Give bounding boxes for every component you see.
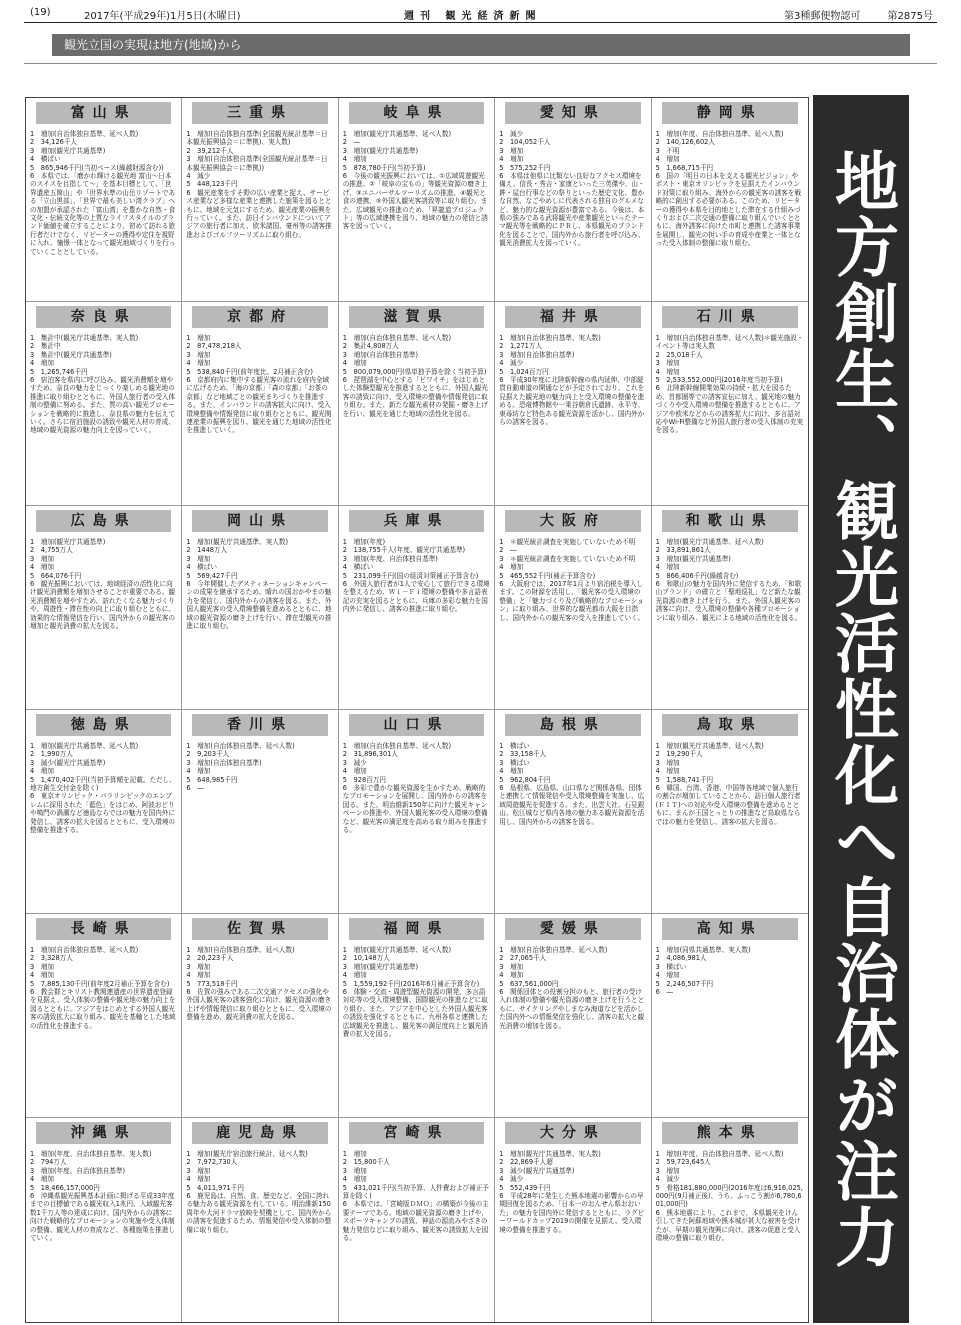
prefecture-answers: 1 増加(自治体独自基準、延べ人数) 2 34,126千人 3 増加(観光庁共通基準) 4 横ばい 5 865,946千円(当初ベース(繰越財源含む)) 6 本県では、「磨かれ輝ける観光地 富山～日本のスイスを目指して～」を基本目標として、「世界遺産五箇山」や「世界水準の山岳リゾートである「立山黒部」、「世界で最も美しい湾クラブ」への加盟が承認された「富山湾」を豊かな自然・食文化・伝統文化等の上質なライフスタイルのブランド価値を確立することにより、初めて訪れる旅行者だけでなく、リピーターの獲得や定住を視野に入れ、憧憬一体となって観光地域づくりを行っていくこととしている。 (30, 130, 176, 256)
prefecture-name: 広島県 (36, 510, 171, 532)
prefecture-name: 徳島県 (36, 714, 171, 736)
prefecture-article (26, 302, 182, 506)
prefecture-name: 山口県 (349, 714, 484, 736)
prefecture-article (26, 98, 182, 302)
prefecture-answers: 1 増加(自治体独自基準、延べ人数) 2 27,065千人 3 増加 4 増加 5 637,561,000円 6 関係団体との役割分担のもと、旅行者の受け入れ体制の整備や観光資源の磨き上げを行うとともに、サイクリングやしまなみ海道などを活かした国内外への情報発信を強化し、誘客の拡大と観光消費の増加を図る。 (499, 946, 645, 1030)
prefecture-name: 兵庫県 (349, 510, 484, 532)
prefecture-article (495, 302, 651, 506)
prefecture-article (182, 1118, 338, 1322)
prefecture-name: 三重県 (192, 102, 327, 124)
prefecture-article (26, 1118, 182, 1322)
prefecture-answers: 1 増加(自治体独自基準、実人数) 2 1,271万人 3 増加(自治体独自基準) 4 減少 5 1,024百万円 6 平成30年度に北陸新幹線の県内延伸、中部縦貫自動車道の開通などが予定されており、これを見据えた観光地の魅力向上と受入環境の整備を進める。恐竜博物館や一乗谷朝倉氏遺跡、永平寺、東尋坊など特色ある観光資源を活かし、国内外からの誘客を図る。 (499, 334, 645, 427)
prefecture-article (339, 302, 495, 506)
divider (24, 63, 937, 64)
prefecture-grid (25, 97, 809, 1323)
prefecture-article (495, 98, 651, 302)
prefecture-name: 滋賀県 (349, 306, 484, 328)
prefecture-article (339, 98, 495, 302)
prefecture-answers: 1 増加(年度) 2 138,755千人(年度、観光庁共通基準) 3 増加(年度、自治体独自基準) 4 横ばい 5 231,099千円(国の経済対策補正予算含む) 6 外国人旅行者が1人で安心して旅行できる環境を整えるため、Ｗｉ－Ｆｉ環境の整備や多言語表記の充実を図るとともに、兵庫の多彩な魅力を国内外に発信し、誘客の推進に取り組む。 (342, 538, 490, 614)
prefecture-name: 島根県 (505, 714, 640, 736)
prefecture-article (495, 710, 651, 914)
issue-date: 2017年(平成29年)1月5日(木曜日) (84, 11, 241, 22)
prefecture-answers: 1 集計中(観光庁共通基準、実人数) 2 集計中 3 集計中(観光庁共通基準) 4 増加 5 1,265,746千円 6 宿泊客を県内に呼び込み、観光消費額を増やすため、奈良の魅力をじっくり楽しめる観光地の推進に取り組むとともに、外国人旅行者の受入体制の整備に努める。また、質の高い観光プロモーションを戦略的に推進し、奈良県の魅力を伝えていく。さらに宿泊施設の誘致や観光人材の育成、地域の観光資源の魅力向上を図っていく。 (30, 334, 176, 435)
prefecture-answers: 1 増加(自治体独自基準、延べ人数)＊観光施設・イベント等は実人数 2 25,018千人 3 増加 4 増加 5 2,533,552,000円(2016年度当初予算) 6 北陸新幹線開業効果の持続・拡大を図るため、首都圏等での誘客宣伝に加え、観光地の魅力づくりや受入環境の整備を推進するとともに、アジアや欧米などからの誘客拡大に向け、多言語対応やWi-Fi整備など外国人旅行者の受入体制の充実を図る。 (655, 334, 804, 435)
prefecture-article (26, 710, 182, 914)
prefecture-name: 大分県 (505, 1122, 640, 1144)
prefecture-answers: 1 増加 2 87,478,218人 3 増加 4 増加 5 538,840千円(前年度比、2月補正含む) 6 京都府内に集中する観光客の流れを府内全域に広げるため、「海の京都」「森の京都」「お茶の京都」など地域ごとの観光まちづくりを推進する。また、インバウンドの誘客拡大に向け、受入環境整備や情報発信に取り組むとともに、観光関連産業の振興を図り、観光を通じた地域の活性化を推進していく。 (186, 334, 332, 435)
prefecture-answers: 1 増加(自治体独自基準(全国観光統計基準＝日本観光振興協会＝に準拠)、実人数) 2 39,212千人 3 増加(自治体独自基準(全国観光統計基準＝日本観光振興協会＝に準拠)) 4 減少 5 448,123千円 6 観光産業をすそ野の広い産業と捉え、サービス産業など多様な産業と連携した施策を図るとともに、地域を元気にするため、観光産業の振興を行っていく。また、訪日インバウンドについてアジアの旅行者に加え、欧米諸国、豪州等の誘客推進およびゴルフツーリズムに取り組む。 (186, 130, 332, 239)
prefecture-name: 大阪府 (505, 510, 640, 532)
prefecture-article (182, 710, 338, 914)
prefecture-name: 香川県 (192, 714, 327, 736)
prefecture-article (339, 914, 495, 1118)
prefecture-article (182, 506, 338, 710)
prefecture-article (182, 98, 338, 302)
prefecture-answers: 1 増加(年度、自治体独自基準、実人数) 2 794万人 3 増加(年度、自治体独自基準) 4 増加 5 18,466,157,000円 6 沖縄県観光振興基本計画に掲げる平成33年度までの目標値である観光収入1兆円、入域観光客数1千万人等の達成に向け、国内外からの誘客に向けた戦略的なプロモーションの実施や受入体制の整備、観光人材の育成など、各種施策を推進していく。 (30, 1150, 176, 1243)
prefecture-answers: 1 減少 2 104,052千人 3 増加 4 増加 5 575,252千円 6 本県は他県に比類ない良好なアクセス環境を備え、信長・秀吉・家康といった三英傑や、山・鉾・屋台行事などの祭りといった歴史文化、豊かな自然、なごやめしに代表される独自のグルメなど、魅力的な観光資源が豊富である。今後は、本県の強みである武将観光や産業観光といったテーマ観光等を戦略的にＰＲし、本県観光のブランド化を図ることで、国内外から旅行者を呼び込み、観光消費拡大を図っていく。 (499, 130, 645, 248)
prefecture-answers: 1 増加(観光庁宿泊旅行統計、延べ人数) 2 7,972,730人 3 増加 4 増加 5 4,011,971千円 6 鹿児島は、自然、食、歴史など、全国に誇れる魅力ある観光資源を有している。明治維新150周年や大河ドラマ放映を契機として、国内外からの誘客を促進するため、情報発信や受入体制の整備に取り組む。 (186, 1150, 332, 1234)
prefecture-article (495, 914, 651, 1118)
prefecture-name: 鳥取県 (662, 714, 798, 736)
prefecture-article (182, 302, 338, 506)
prefecture-name: 岐阜県 (349, 102, 484, 124)
prefecture-answers: 1 増加(観光庁共通基準、実人数) 2 22,869千人超 3 減少(観光庁共通基準) 4 減少 5 552,439千円 6 平成28年に発生した熊本地震の影響からの早期回復を図るため、「日本一のおんせん県おおいた」の魅力を国内外に発信するとともに、ラグビーワールドカップ2019の開催を見据え、受入環境の整備を推進する。 (499, 1150, 645, 1234)
prefecture-answers: 1 増加(観光庁共通基準、延べ人数) 2 1,990万人 3 減少(観光庁共通基準) 4 増加 5 1,470,402千円(当初予算額を記載。ただし、地方創生交付金を除く) 6 東京オリンピック・パラリンピックのエンブレムに採用された「藍色」をはじめ、阿波おどりや鳴門の渦潮など徳島ならではの魅力を国内外に発信し、誘客の拡大を図るとともに、受入環境の整備を推進する。 (30, 742, 176, 835)
postal-license: 第3種郵便物認可 (784, 11, 861, 22)
prefecture-article (26, 914, 182, 1118)
prefecture-answers: 1 増加(観光庁共通基準) 2 4,755万人 3 増加 4 増加 5 664,076千円 6 観光振興においては、地域経済の活性化に向け観光消費額を増加させることが重要である。観光消費額を増やすため、訪れたくなる魅力づくりや、周遊性・滞在性の向上に取り組むとともに、効果的な情報発信を行い、国内外からの観光客の増加と観光消費の拡大を図る。 (30, 538, 176, 631)
prefecture-answers: 1 増加(観光庁共通基準、延べ人数) 2 10,148万人 3 増加(観光庁共通基準) 4 増加 5 1,559,192千円(2016年6月補正予算含む) 6 体験・交流・周遊型観光資源の開発、多言語対応等の受入環境整備、国際観光の推進などに取り組む。また、アジアを中心とした外国人観光客の誘致を強化するとともに、九州各県と連携した広域観光を推進し、観光客の満足度向上と観光消費の拡大を図る。 (342, 946, 488, 1039)
prefecture-answers: 1 増加 2 15,800千人 3 増加 4 増加 5 431,021千円(当初予算、人件費および補正予算を除く) 6 本県では、「宮崎版ＤＭＯ」の構築が今後の主要テーマである。地域の観光資源の磨き上げや、スポーツキャンプの誘致、神話の源流みやざきの魅力発信などに取り組み、観光客の誘致拡大を図る。 (342, 1150, 489, 1243)
prefecture-article (182, 914, 338, 1118)
section-banner: 観光立国の実現は地方(地域)から (52, 34, 910, 56)
prefecture-answers: 1 増加(年度、自治体独自基準、延べ人数) 2 140,126,602人 3 不明 4 増加 5 1,668,715千円 6 国の「明日の日本を支える観光ビジョン」や ポスト・東京オリンピックを見据えたインバウンド対策に取り組み、海外からの観光客の誘客を戦略的に創出する必要がある。このため、リピーターの獲得や本県を目的地とした滞在する仕組みづくりおよび二次交通の整備に取り組んでいくとともに、海外誘客に向けた市町と連携した誘客事業を展開し、観光の担い手の育成や産業と一体となった受入体制の整備に取り組む。 (655, 130, 802, 248)
prefecture-name: 佐賀県 (192, 918, 327, 940)
prefecture-answers: 1 増加(自治体独自基準、延べ人数) 2 31,896,301人 3 減少 4 増加 5 928百万円 6 多彩で豊かな観光資源を生かすため、戦略的なプロモーションを展開し、国内外からの誘客を図る。また、明治維新150年に向けた観光キャンペーンの推進や、外国人観光客の受入環境の整備など、観光客の満足度を高める取り組みを推進する。 (342, 742, 488, 835)
prefecture-answers: 1 増加(自治体独自基準、延べ人数) 2 20,223千人 3 増加 4 増加 5 773,518千円 6 佐賀の強みである二次交通アクセスの強化や外国人観光客の誘客強化に向け、観光資源の磨き上げや情報発信に取り組むとともに、受入環境の整備を進め、観光消費の拡大を図る。 (186, 946, 332, 1022)
prefecture-name: 福井県 (505, 306, 640, 328)
prefecture-name: 京都府 (192, 306, 327, 328)
prefecture-article (652, 710, 808, 914)
prefecture-article (652, 302, 808, 506)
prefecture-name: 和歌山県 (662, 510, 798, 532)
prefecture-answers: 1 増加(年度、自治体独自基準、延べ人数) 2 59,723,645人 3 増加 4 減少 5 骨格181,880,000円(2016年度は6,916,025,000円(9月補正後)、うち、ふっこう割が6,780,601,000円) 6 熊本地震により、これまで、本県観光をけん引してきた阿蘇地域や熊本城が甚大な被害を受けたが、早期の観光復興に向け、誘客の促進と受入環境の整備に取り組む。 (655, 1150, 803, 1243)
prefecture-answers: 1 増加(観光庁共通基準、延べ人数) 2 ― 3 増加(観光庁共通基準) 4 増加 5 878,780千円(当初予算) 6 今後の観光振興においては、①広域周遊観光の推進、②「岐阜の宝もの」等観光資源の磨き上げ、③ユニバーサルツーリズムの推進、④観光と食の連携、⑤外国人観光客誘致等に取り組む。また、広域観光の推進のため、「昇龍道プロジェクト」等の広域連携を図り、地域の魅力の発信と誘客を図っていく。 (342, 130, 488, 231)
prefecture-name: 愛媛県 (505, 918, 640, 940)
prefecture-answers: 1 横ばい 2 33,158千人 3 横ばい 4 増加 5 962,804千円 6 島根県、広島県、山口県など関係各県、団体と連携して情報発信や受入環境整備を実施し、広域周遊観光を促進する。また、出雲大社、石見銀山、松江城など県内各地の魅力ある観光資源を活用し、国内外からの誘客を図る。 (499, 742, 645, 826)
prefecture-article (652, 506, 808, 710)
prefecture-answers: 1 増加(同県共通基準、実人数) 2 4,086,981人 3 横ばい 4 増加 5 2,246,507千円 6 ― (655, 946, 751, 997)
prefecture-name: 岡山県 (192, 510, 327, 532)
prefecture-article (339, 506, 495, 710)
prefecture-answers: 1 増加(観光庁共通基準、延べ人数) 2 19,290千人 3 増加 4 増加 5 1,588,741千円 6 韓国、台湾、香港、中国等各地域で個人旅行の割合が増加していることから、訪日個人旅行者(ＦＩＴ)への対応や受入環境の整備を進めるとともに、まんが王国とっとりの推進など鳥取県ならではの魅力を発信し、誘客の拡大を図る。 (655, 742, 801, 826)
prefecture-name: 鹿児島県 (192, 1122, 327, 1144)
prefecture-name: 石川県 (662, 306, 798, 328)
prefecture-name: 福岡県 (349, 918, 484, 940)
prefecture-name: 静岡県 (662, 102, 798, 124)
newspaper-name: 週刊 観光経済新聞 (404, 11, 542, 22)
prefecture-article (339, 710, 495, 914)
prefecture-name: 宮崎県 (349, 1122, 484, 1144)
page-header (24, 4, 937, 23)
prefecture-article (495, 1118, 651, 1322)
prefecture-answers: 1 増加(観光庁共通基準、実人数) 2 1448万人 3 増加 4 横ばい 5 569,427千円 6 今年開催したデスティネーションキャンペーンの成果を継承するため、晴れの国おかやまの魅力を発信し、国内外からの誘客を図る。また、外国人観光客の受入環境整備を進めるとともに、地域の観光資源の磨き上げを行い、滞在型観光の推進に取り組む。 (186, 538, 332, 631)
prefecture-article (495, 506, 651, 710)
prefecture-article (339, 1118, 495, 1322)
page-number: (19) (30, 7, 51, 18)
prefecture-name: 奈良県 (36, 306, 171, 328)
prefecture-name: 富山県 (36, 102, 171, 124)
issue-number: 第2875号 (887, 11, 933, 22)
prefecture-answers: 1 増加(自治体独自基準、延べ人数) 2 3,328万人 3 増加 4 増加 5 7,885,130千円(前年度2月補正予算を含む) 6 教会群とキリスト教関連遺産の世界遺産登録を見据え、受入体制の整備や観光地の魅力向上を図るとともに、アジアをはじめとする外国人観光客の誘致拡大に取り組み、観光を基軸とした地域の活性化を推進する。 (30, 946, 176, 1030)
prefecture-name: 熊本県 (662, 1122, 798, 1144)
prefecture-name: 高知県 (662, 918, 798, 940)
prefecture-article (26, 506, 182, 710)
prefecture-name: 愛知県 (505, 102, 640, 124)
prefecture-article (652, 914, 808, 1118)
vertical-headline: 地方創生、観光活性化へ自治体が注力 (813, 95, 909, 1323)
prefecture-article (652, 1118, 808, 1322)
prefecture-answers: 1 増加(観光庁共通基準、延べ人数) 2 33,891,861人 3 増加(観光庁共通基準) 4 増加 5 866,406千円(繰越含む) 6 和歌山の魅力を国内外に発信するため、「和歌山ブランド」の確立と「聖地巡礼」など新たな観光資源の磨き上げを行う。また、外国人観光客の誘客に向け、受入環境の整備や各種プロモーションに取り組み、観光による地域の活性化を図る。 (655, 538, 802, 622)
prefecture-answers: 1 増加(自治体独自基準、延べ人数) 2 9,203千人 3 増加(自治体独自基準) 4 増加 5 648,985千円 6 ― (186, 742, 295, 793)
prefecture-article (652, 98, 808, 302)
prefecture-name: 長崎県 (36, 918, 171, 940)
prefecture-answers: 1 増加(自治体独自基準、延べ人数) 2 集計4,808万人 3 増加(自治体独自基準) 4 増加 5 800,079,000円(県単独予算を除く当初予算) 6 琵琶湖を中心とする「ビワイチ」をはじめとした体験型観光を推進するとともに、外国人観光客の誘致に向け、受入環境の整備や情報発信に取り組む。また、新たな観光素材の発掘・磨き上げを行い、観光を通じた地域の活性化を図る。 (342, 334, 488, 418)
prefecture-name: 沖縄県 (36, 1122, 171, 1144)
prefecture-answers: 1 ＊観光統計調査を実施していないため不明 2 ― 3 ＊観光統計調査を実施していないため不明 4 増加 5 465,552千円(補正予算含む) 6 大阪府では、2017年1月より宿泊税を導入します。この財源を活用し、「観光客の受入環境の整備」と「魅力づくり及び戦略的なプロモーション」に取り組み、世界的な観光都市大阪を目指し、国内外からの観光客の受入を推進していく。 (499, 538, 645, 622)
